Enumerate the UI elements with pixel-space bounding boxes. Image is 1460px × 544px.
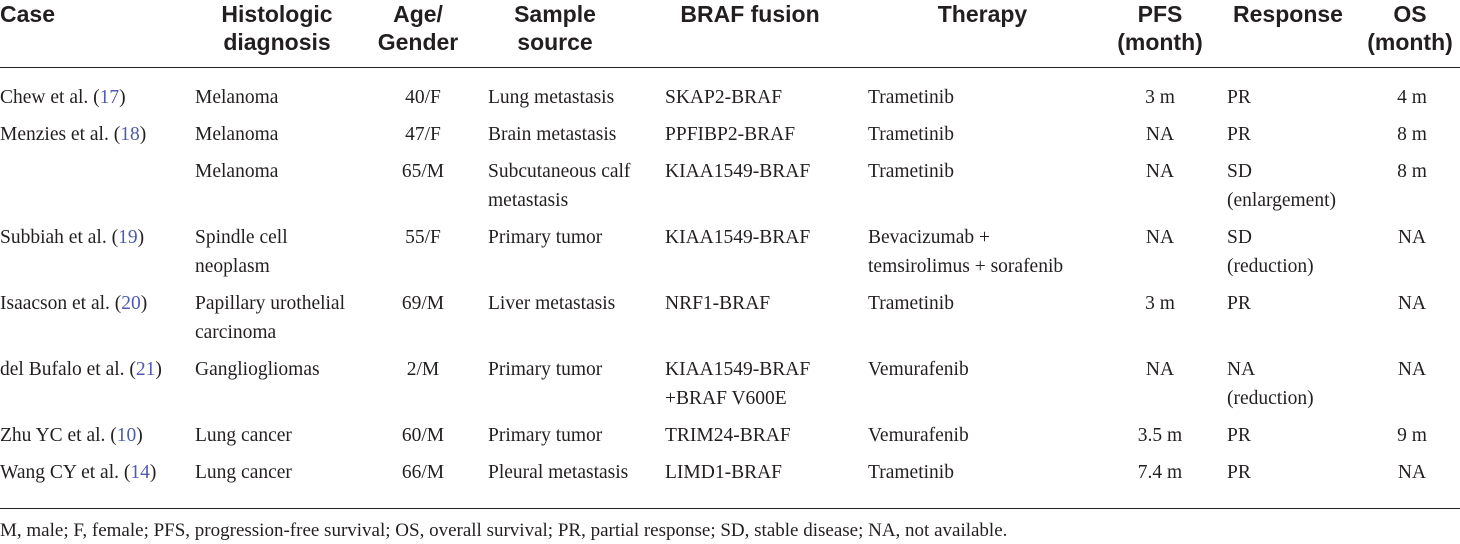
therapy-cell: [868, 355, 969, 384]
response-line: (reduction): [1227, 388, 1314, 409]
diagnosis-cell: [195, 289, 345, 347]
diagnosis-line: Melanoma: [195, 87, 279, 108]
case-name: del Bufalo et al. (: [0, 359, 136, 380]
column-header: [900, 0, 1065, 28]
therapy-line: Bevacizumab +: [868, 227, 990, 248]
case-close: ): [139, 124, 147, 145]
case-name: Wang CY et al. (: [0, 462, 131, 483]
column-header-line: Response: [1233, 1, 1343, 27]
response-line: PR: [1227, 425, 1251, 446]
case-close: ): [140, 293, 148, 314]
age-cell: 2/M: [406, 359, 440, 380]
reference-link[interactable]: 20: [121, 293, 141, 314]
footer-divider: [0, 508, 1460, 509]
fusion-line: LIMD1-BRAF: [665, 462, 783, 483]
sample-line: metastasis: [488, 190, 569, 211]
fusion-line: KIAA1549-BRAF: [665, 161, 811, 182]
sample-cell: [488, 289, 615, 318]
age-cell: 40/F: [405, 87, 441, 108]
diagnosis-cell: [195, 458, 292, 487]
sample-cell: [488, 223, 602, 252]
header-divider: [0, 67, 1460, 68]
reference-link[interactable]: 21: [135, 359, 156, 380]
fusion-line: PPFIBP2-BRAF: [665, 124, 796, 145]
fusion-line: NRF1-BRAF: [665, 293, 771, 314]
diagnosis-line: Lung cancer: [195, 462, 292, 483]
os-cell: 9 m: [1397, 425, 1427, 446]
case-cell: [0, 83, 126, 112]
case-cell: [0, 289, 147, 318]
fusion-cell: [665, 120, 795, 149]
fusion-line: +BRAF V600E: [665, 388, 787, 409]
case-name: Chew et al. (: [0, 87, 100, 108]
fusion-cell: [665, 223, 810, 252]
fusion-line: TRIM24-BRAF: [665, 425, 791, 446]
response-cell: [1227, 458, 1251, 487]
therapy-line: Trametinib: [868, 462, 954, 483]
sample-line: Brain metastasis: [488, 124, 617, 145]
age-cell: 69/M: [401, 293, 445, 314]
diagnosis-cell: [195, 421, 292, 450]
age-cell: 66/M: [401, 462, 445, 483]
column-header-line: (month): [1117, 29, 1203, 55]
therapy-line: Vemurafenib: [868, 359, 969, 380]
column-header-line: Sample: [514, 1, 596, 27]
therapy-line: Trametinib: [868, 124, 954, 145]
os-cell: NA: [1397, 293, 1427, 314]
fusion-cell: [665, 355, 810, 413]
column-header-line: (month): [1367, 29, 1453, 55]
column-header: [0, 0, 120, 28]
fusion-cell: [665, 289, 770, 318]
os-cell: 8 m: [1397, 124, 1427, 145]
os-cell: NA: [1397, 227, 1427, 248]
column-header: [218, 0, 336, 56]
sample-line: Subcutaneous calf: [488, 161, 631, 182]
response-line: PR: [1227, 87, 1251, 108]
therapy-cell: [868, 157, 954, 186]
case-close: ): [155, 359, 162, 380]
column-header-line: Gender: [377, 29, 459, 55]
sample-cell: [488, 355, 602, 384]
response-cell: [1227, 355, 1314, 413]
diagnosis-line: Spindle cell: [195, 227, 288, 248]
response-line: (reduction): [1227, 256, 1314, 277]
fusion-line: SKAP2-BRAF: [665, 87, 783, 108]
column-header: [660, 0, 840, 28]
case-cell: [0, 223, 144, 252]
column-header: [1112, 0, 1208, 56]
response-cell: [1227, 223, 1314, 281]
sample-line: Primary tumor: [488, 425, 603, 446]
age-cell: 47/F: [405, 124, 441, 145]
diagnosis-line: Gangliogliomas: [195, 359, 320, 380]
response-cell: [1227, 421, 1251, 450]
diagnosis-cell: [195, 83, 278, 112]
age-cell: 60/M: [401, 425, 445, 446]
pfs-cell: NA: [1145, 124, 1175, 145]
column-header: [1228, 0, 1348, 28]
therapy-cell: [868, 223, 1063, 281]
therapy-cell: [868, 458, 954, 487]
reference-link[interactable]: 18: [120, 124, 140, 145]
case-name: Menzies et al. (: [0, 124, 121, 145]
therapy-line: Trametinib: [868, 293, 954, 314]
response-line: SD: [1227, 227, 1252, 248]
column-header: [1362, 0, 1458, 56]
pfs-cell: 7.4 m: [1137, 462, 1183, 483]
case-close: ): [149, 462, 157, 483]
reference-link[interactable]: 14: [130, 462, 150, 483]
response-line: (enlargement): [1227, 190, 1337, 211]
case-cell: [0, 421, 143, 450]
case-cell: [0, 355, 162, 384]
sample-line: Pleural metastasis: [488, 462, 629, 483]
table-footnote: M, male; F, female; PFS, progression-free survival; OS, overall survival; PR, partial response; SD, stable disease; NA, not available.: [0, 520, 1008, 541]
column-header-line: diagnosis: [223, 29, 331, 55]
column-header-line: BRAF fusion: [680, 1, 820, 27]
column-header-line: Case: [0, 1, 55, 27]
pfs-cell: NA: [1145, 227, 1175, 248]
pfs-cell: 3 m: [1145, 87, 1175, 108]
therapy-line: Vemurafenib: [868, 425, 969, 446]
response-line: NA: [1227, 359, 1256, 380]
column-header-line: Therapy: [937, 1, 1028, 27]
sample-line: Lung metastasis: [488, 87, 615, 108]
diagnosis-line: carcinoma: [195, 322, 277, 343]
diagnosis-cell: [195, 355, 320, 384]
diagnosis-line: Lung cancer: [195, 425, 292, 446]
os-cell: NA: [1397, 462, 1427, 483]
diagnosis-line: neoplasm: [195, 256, 270, 277]
sample-line: Primary tumor: [488, 227, 603, 248]
response-cell: [1227, 120, 1251, 149]
sample-cell: [488, 120, 616, 149]
column-header-line: source: [517, 29, 593, 55]
therapy-line: Trametinib: [868, 87, 954, 108]
fusion-line: KIAA1549-BRAF: [665, 227, 811, 248]
sample-cell: [488, 157, 630, 215]
column-header-line: PFS: [1137, 1, 1183, 27]
diagnosis-cell: [195, 120, 278, 149]
fusion-line: KIAA1549-BRAF: [665, 359, 811, 380]
diagnosis-line: Melanoma: [195, 161, 279, 182]
response-cell: [1227, 157, 1336, 215]
therapy-cell: [868, 83, 954, 112]
case-cell: [0, 120, 146, 149]
os-cell: 4 m: [1397, 87, 1427, 108]
pfs-cell: NA: [1145, 161, 1175, 182]
column-header-line: Age/: [393, 1, 443, 27]
sample-line: Liver metastasis: [488, 293, 616, 314]
sample-line: Primary tumor: [488, 359, 603, 380]
sample-cell: [488, 421, 602, 450]
pfs-cell: 3 m: [1145, 293, 1175, 314]
case-name: Isaacson et al. (: [0, 293, 122, 314]
response-line: SD: [1227, 161, 1252, 182]
reference-link[interactable]: 19: [118, 227, 138, 248]
therapy-cell: [868, 120, 954, 149]
diagnosis-line: Papillary urothelial: [195, 293, 346, 314]
response-line: PR: [1227, 462, 1251, 483]
case-name: Subbiah et al. (: [0, 227, 119, 248]
fusion-cell: [665, 421, 791, 450]
therapy-line: Trametinib: [868, 161, 954, 182]
therapy-cell: [868, 421, 969, 450]
case-name: Zhu YC et al. (: [0, 425, 117, 446]
therapy-line: temsirolimus + sorafenib: [868, 256, 1064, 277]
age-cell: 55/F: [405, 227, 441, 248]
response-line: PR: [1227, 293, 1251, 314]
column-header-line: Histologic: [221, 1, 333, 27]
os-cell: NA: [1397, 359, 1427, 380]
reference-link[interactable]: 17: [99, 87, 120, 108]
pfs-cell: 3.5 m: [1137, 425, 1183, 446]
diagnosis-cell: [195, 223, 288, 281]
fusion-cell: [665, 458, 782, 487]
column-header: [490, 0, 620, 56]
case-close: ): [136, 425, 143, 446]
os-cell: 8 m: [1397, 161, 1427, 182]
sample-cell: [488, 83, 614, 112]
sample-cell: [488, 458, 628, 487]
case-cell: [0, 458, 156, 487]
diagnosis-cell: [195, 157, 278, 186]
case-close: ): [137, 227, 145, 248]
fusion-cell: [665, 83, 782, 112]
response-line: PR: [1227, 124, 1251, 145]
reference-link[interactable]: 10: [116, 425, 137, 446]
pfs-cell: NA: [1145, 359, 1175, 380]
therapy-cell: [868, 289, 954, 318]
column-header-line: OS: [1393, 1, 1427, 27]
age-cell: 65/M: [401, 161, 445, 182]
fusion-cell: [665, 157, 810, 186]
diagnosis-line: Melanoma: [195, 124, 279, 145]
column-header: [370, 0, 466, 56]
response-cell: [1227, 289, 1251, 318]
response-cell: [1227, 83, 1251, 112]
case-close: ): [119, 87, 126, 108]
